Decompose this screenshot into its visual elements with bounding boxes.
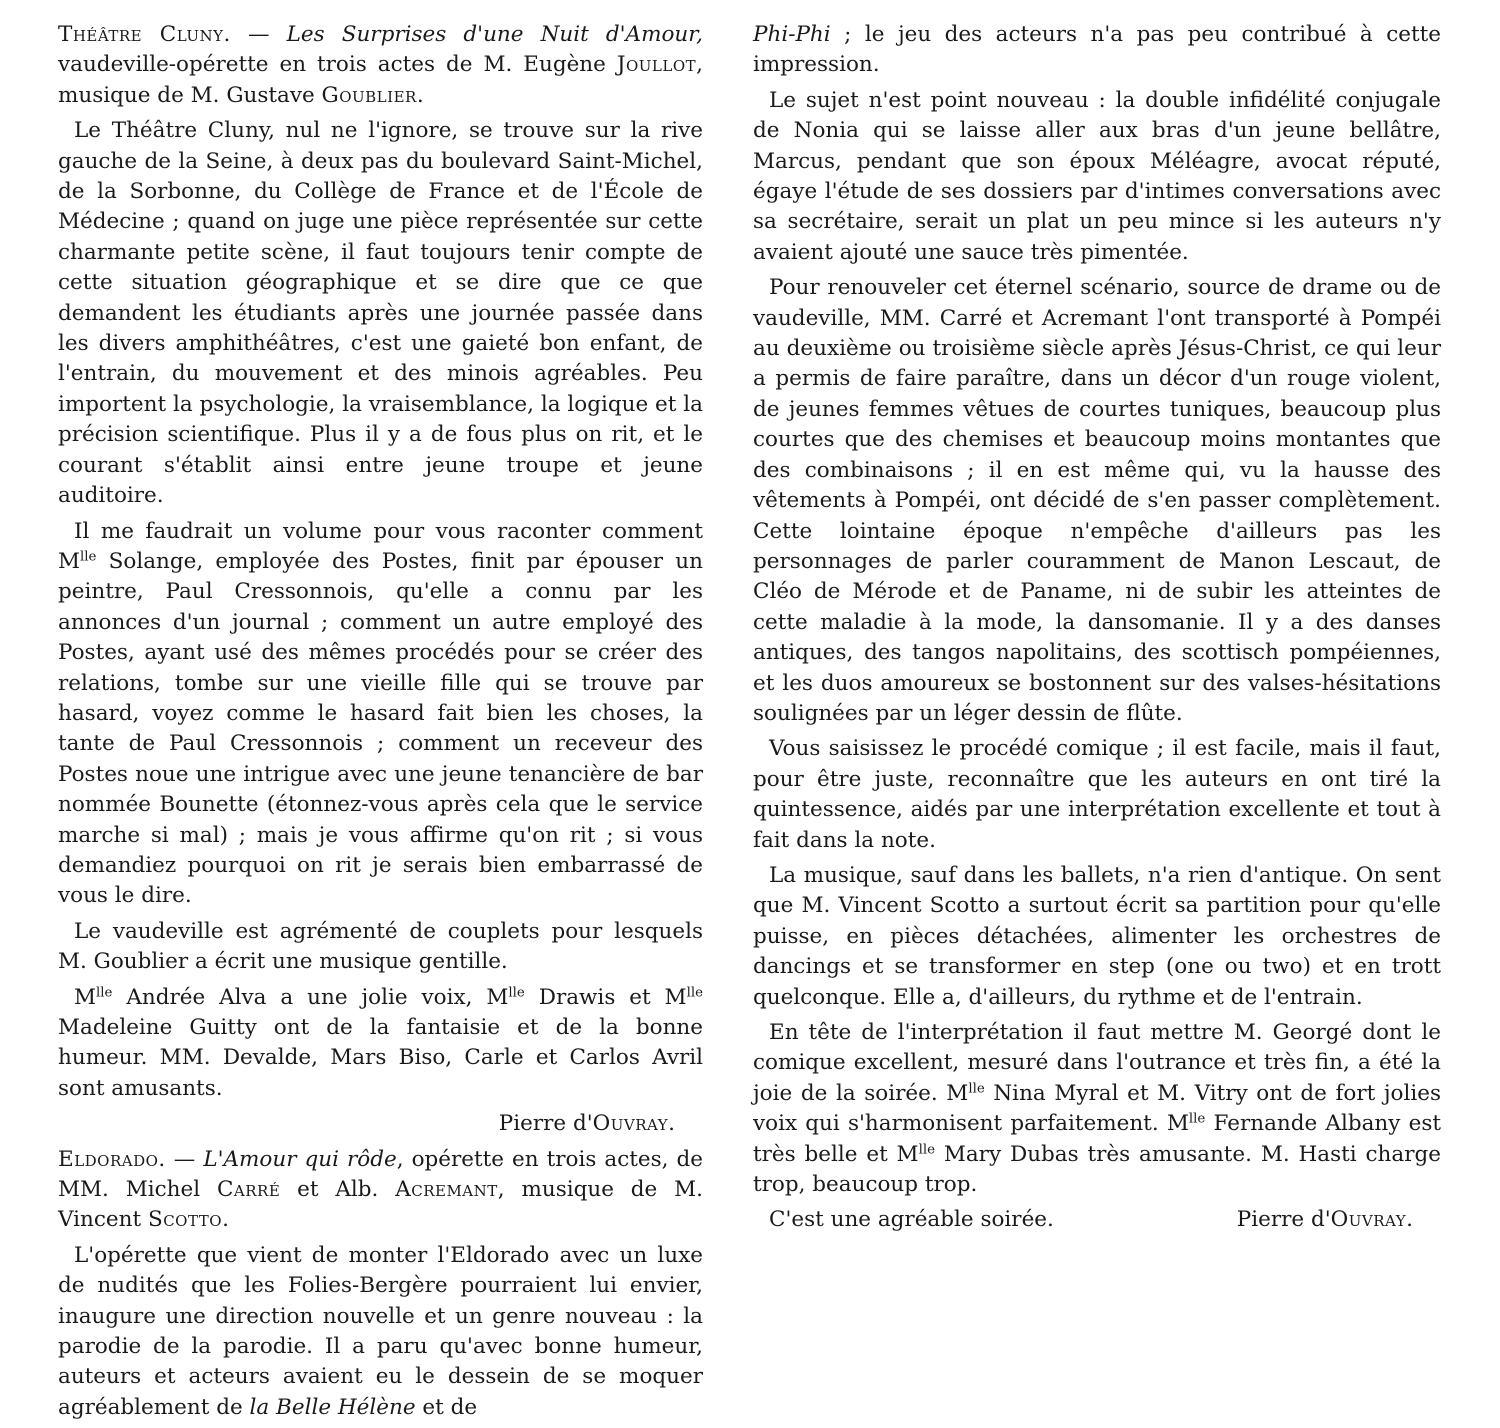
play-title: L'Amour qui rôde [203, 1146, 397, 1172]
signature [58, 1109, 703, 1139]
theatre-name: Théâtre Cluny. [58, 22, 231, 47]
heading-subtitle: , musique de M. Vincent [58, 1177, 703, 1233]
left-column [58, 20, 703, 1428]
paragraph-text: ; le jeu des acteurs n'a pas peu contribué à cette impression. [753, 22, 1441, 78]
paragraph [753, 1018, 1441, 1200]
heading-subtitle: , musique de M. Gustave [58, 52, 703, 108]
composer-name: Scotto [147, 1207, 223, 1233]
paragraph-text: Nina Myral et M. Vitry ont de fort jolies voix qui s'harmonisent parfaitement. M [753, 1080, 1442, 1137]
closing-line [753, 1205, 1441, 1235]
composer-name: Goublier [321, 82, 417, 108]
paragraph-text: Drawis et M [524, 984, 687, 1010]
paragraph [58, 983, 703, 1105]
paragraph [58, 517, 703, 912]
heading-subtitle: vaudeville-opérette en trois actes de M. Eugène [58, 52, 617, 78]
paragraph-text: M [74, 984, 97, 1010]
signature-last: Ouvray [592, 1111, 669, 1137]
heading-subtitle: et Alb. [280, 1177, 396, 1203]
superscript: lle [918, 1142, 935, 1158]
superscript: lle [968, 1081, 985, 1097]
right-column [753, 20, 1441, 1241]
superscript: lle [96, 985, 113, 1001]
signature-end: . [1406, 1207, 1413, 1233]
paragraph-text: Mary Dubas très amusante. M. Hasti charge trop, beaucoup trop. [753, 1141, 1441, 1198]
review-heading-eldorado [58, 1145, 703, 1236]
signature-first: Pierre d' [1236, 1207, 1331, 1233]
paragraph: La musique, sauf dans les ballets, n'a rien d'antique. On sent que M. Vincent Scotto a surtout écrit sa partition pour qu'elle puisse, en pièces détachées, alimenter les orchestres de dancings et se transformer en step (one ou two) et en trott quelconque. Elle a, d'ailleurs, du rythme et de l'entrain. [753, 862, 1441, 1010]
paragraph-text: Solange, employée des Postes, finit par épouser un peintre, Paul Cressonnois, qu'elle a connu par les annonces d'un journal ; comment un autre employé des Postes, ayant usé des mêmes procédés pour se créer des relations, tombe sur une vieille fille qui se trouve par hasard, voyez comme le hasard fait bien les choses, la tante de Paul Cressonnois ; comment un receveur des Postes noue une intrigue avec une jeune tenancière de bar nommée Bounette (étonnez-vous après cela que le service marche si mal) ; mais je vous affirme qu'on rit ; si vous demandiez pourquoi on rit je serais bien embarrassé de vous le dire. [58, 548, 703, 909]
paragraph-text: L'opérette que vient de monter l'Eldorado avec un luxe de nudités que les Folies-Bergère pourraient lui envier, inaugure une direction nouvelle et un genre nouveau : la parodie de la parodie. Il a paru qu'avec bonne humeur, auteurs et acteurs avaient eu le dessein de se moquer agréablement de [58, 1242, 703, 1420]
superscript: lle [686, 985, 703, 1001]
signature-end: . [668, 1111, 675, 1137]
heading-end: . [416, 82, 424, 108]
author-name: Carré [216, 1177, 281, 1203]
author-name: Acremant [395, 1177, 498, 1203]
paragraph [58, 1241, 703, 1423]
paragraph: Vous saisissez le procédé comique ; il est facile, mais il faut, pour être juste, reconnaître que les auteurs en ont tiré la quintessence, aidés par une interprétation excellente et tout à fait dans la note. [753, 736, 1441, 853]
closing-text: C'est une agréable soirée. [769, 1207, 1054, 1233]
play-title: Les Surprises d'une Nuit d'Amour, [286, 22, 704, 47]
heading-dash: — [230, 22, 287, 47]
review-heading-cluny [58, 20, 703, 111]
paragraph-text: et de [415, 1394, 478, 1420]
signature-last: Ouvray [1330, 1207, 1407, 1233]
italic-title: Phi-Phi [753, 22, 831, 47]
italic-title: la Belle Hélène [249, 1394, 416, 1420]
heading-end: . [222, 1207, 229, 1233]
paragraph-continued [753, 20, 1441, 81]
signature-first: Pierre d' [498, 1111, 593, 1137]
theatre-name: Eldorado. [58, 1146, 166, 1172]
paragraph-text: Fernande Albany est très belle et M [753, 1111, 1442, 1167]
paragraph-text: Andrée Alva a une jolie voix, M [112, 984, 509, 1010]
paragraph: Le vaudeville est agrémenté de couplets pour lesquels M. Goublier a écrit une musique gentille. [58, 918, 703, 975]
superscript: lle [80, 549, 97, 565]
heading-subtitle: , opérette en trois actes, de MM. Michel [58, 1146, 703, 1203]
paragraph-text: En tête de l'interprétation il faut mettre M. Georgé dont le comique excellent, mesuré dans l'outrance et très fin, a été la joie de la soirée. M [753, 1020, 1441, 1106]
superscript: lle [508, 985, 525, 1001]
signature [1221, 1205, 1441, 1235]
superscript: lle [1188, 1111, 1206, 1127]
paragraph-text: Il me faudrait un volume pour vous raconter comment M [58, 518, 703, 574]
paragraph-text: Madeleine Guitty ont de la fantaisie et de la bonne humeur. MM. Devalde, Mars Biso, Carle et Carlos Avril sont amusants. [58, 1015, 703, 1101]
paragraph: Le sujet n'est point nouveau : la double infidélité conjugale de Nonia qui se laisse aller aux bras d'un jeune bellâtre, Marcus, pendant que son époux Méléagre, avocat réputé, égaye l'étude de ses dossiers par d'intimes conversations avec sa secrétaire, serait un plat un peu mince si les auteurs n'y avaient ajouté une sauce très pimentée. [753, 87, 1441, 265]
paragraph: Pour renouveler cet éternel scénario, source de drame ou de vaudeville, MM. Carré et Acremant l'ont transporté à Pompéi au deuxième ou troisième siècle après Jésus-Christ, ce qui leur a permis de faire paraître, dans un décor d'un rouge violent, de jeunes femmes vêtues de courtes tuniques, beaucoup plus courtes que des chemises et beaucoup moins montantes que des combinaisons ; il en est même qui, vu la hausse des vêtements à Pompéi, ont décidé de s'en passer complètement. Cette lointaine époque n'empêche d'ailleurs pas les personnages de parler couramment de Manon Lescaut, de Cléo de Mérode et de Paname, ni de subir les atteintes de cette maladie à la mode, la dansomanie. Il y a des danses antiques, des tangos napolitains, des scottisch pompéiennes, et les duos amoureux se bostonnent sur des valses-hésitations soulignées par un léger dessin de flûte. [753, 275, 1441, 726]
paragraph: Le Théâtre Cluny, nul ne l'ignore, se trouve sur la rive gauche de la Seine, à deux pas du boulevard Saint-Michel, de la Sorbonne, du Collège de France et de l'École de Médecine ; quand on juge une pièce représentée sur cette charmante petite scène, il faut toujours tenir compte de cette situation géographique et se dire que ce que demandent les étudiants après une journée passée dans les divers amphithéâtres, c'est une gaieté bon enfant, de l'entrain, du mouvement et des minois agréables. Peu importent la psychologie, la vraisemblance, la logique et la précision scientifique. Plus il y a de fous plus on rit, et le courant s'établit ainsi entre jeune troupe et jeune auditoire. [58, 118, 703, 509]
author-name: Joullot [616, 52, 697, 78]
heading-dash: — [165, 1146, 204, 1172]
